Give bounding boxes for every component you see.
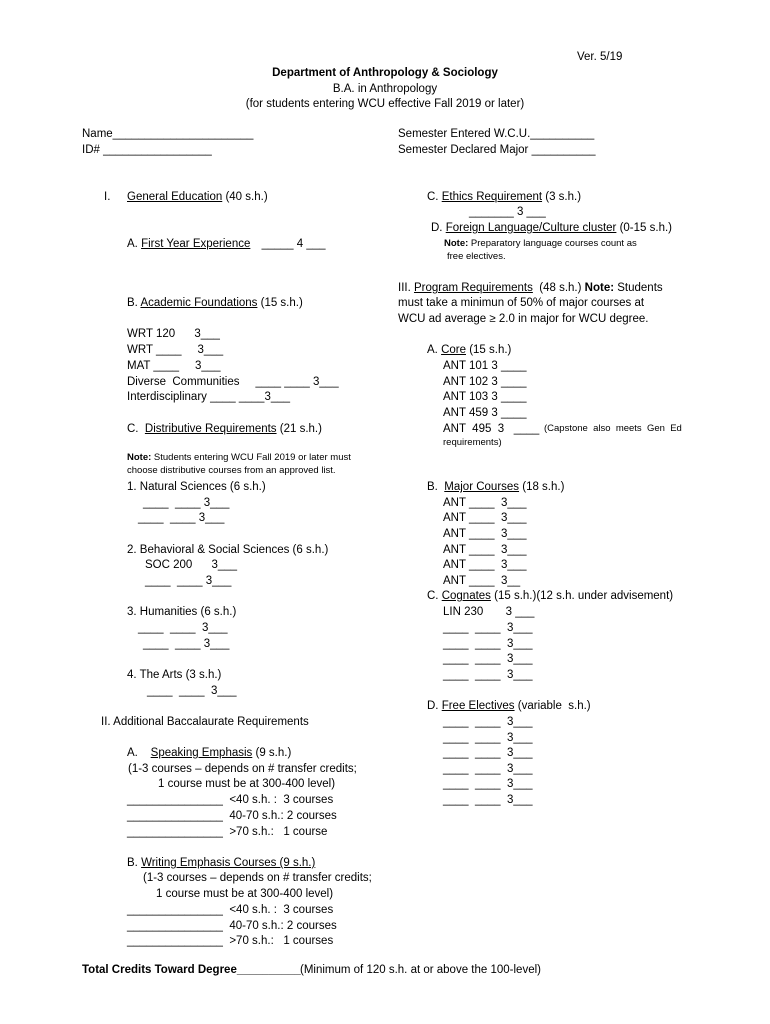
id-field[interactable]: ID# _________________ bbox=[82, 144, 212, 156]
core-prefix: A. bbox=[427, 344, 442, 356]
writing-line[interactable]: _______________ 40-70 s.h.: 2 courses bbox=[127, 920, 337, 932]
program-title: Program Requirements bbox=[413, 282, 533, 294]
semester-declared-field[interactable]: Semester Declared Major __________ bbox=[398, 144, 596, 156]
academic-hours: (15 s.h.) bbox=[257, 297, 303, 309]
humanities-title: 3. Humanities (6 s.h.) bbox=[127, 606, 237, 618]
academic-prefix: B. bbox=[127, 297, 141, 309]
major-line[interactable]: ANT ____ 3___ bbox=[443, 512, 527, 524]
writing-title: Writing Emphasis Courses (9 s.h.) bbox=[141, 857, 316, 869]
distributive-prefix: C. bbox=[127, 423, 145, 435]
first-year-title: First Year Experience bbox=[141, 238, 251, 250]
core-line[interactable]: ANT 459 3 ____ bbox=[443, 407, 527, 419]
core-line[interactable]: ANT 101 3 ____ bbox=[443, 360, 527, 372]
program-hours: (48 s.h.) bbox=[532, 282, 585, 294]
baccalaureate-heading: II. Additional Baccalaurate Requirements bbox=[101, 716, 309, 728]
program-note-label: Note: bbox=[584, 282, 615, 294]
major-line[interactable]: ANT ____ 3___ bbox=[443, 559, 527, 571]
writing-note: 1 course must be at 300-400 level) bbox=[156, 888, 334, 900]
first-year-blank[interactable]: _____ 4 ___ bbox=[261, 238, 326, 250]
behavioral-line[interactable]: SOC 200 3___ bbox=[145, 559, 238, 571]
free-electives-line[interactable]: ____ ____ 3___ bbox=[443, 794, 533, 806]
behavioral-line[interactable]: ____ ____ 3___ bbox=[145, 575, 232, 587]
note-text: Preparatory language courses count as bbox=[468, 238, 637, 249]
free-electives-line[interactable]: ____ ____ 3___ bbox=[443, 732, 533, 744]
program-note-line3: WCU ad average ≥ 2.0 in major for WCU degree. bbox=[398, 313, 649, 325]
department-title: Department of Anthropology & Sociology bbox=[272, 67, 498, 79]
cognates-prefix: C. bbox=[427, 590, 442, 602]
cognates-line[interactable]: ____ ____ 3___ bbox=[443, 653, 533, 665]
free-electives-line[interactable]: ____ ____ 3___ bbox=[443, 763, 533, 775]
free-electives-line[interactable]: ____ ____ 3___ bbox=[443, 716, 533, 728]
program-note-line2: must take a minimun of 50% of major courses at bbox=[398, 297, 645, 309]
section-i-numeral: I. bbox=[104, 191, 111, 203]
distributive-heading bbox=[127, 422, 322, 436]
program-heading bbox=[398, 281, 663, 295]
capstone-note: (Capstone also meets Gen Ed bbox=[544, 423, 682, 434]
first-year-prefix: A. bbox=[127, 238, 142, 250]
speaking-note: 1 course must be at 300-400 level) bbox=[158, 778, 336, 790]
foreign-language-hours: (0-15 s.h.) bbox=[616, 222, 672, 234]
academic-item[interactable]: WRT 120 3___ bbox=[127, 328, 220, 340]
distributive-note-line2: choose distributive courses from an approved list. bbox=[127, 465, 336, 476]
writing-note: (1-3 courses – depends on # transfer credits; bbox=[143, 872, 372, 884]
academic-item[interactable]: MAT ____ 3___ bbox=[127, 360, 221, 372]
speaking-heading bbox=[127, 746, 291, 760]
cognates-heading bbox=[427, 589, 673, 603]
writing-line[interactable]: _______________ >70 s.h.: 1 courses bbox=[127, 935, 334, 947]
academic-foundations-heading bbox=[127, 296, 303, 310]
writing-heading bbox=[127, 856, 315, 870]
cognates-title: Cognates bbox=[441, 590, 491, 602]
ethics-blank[interactable]: _______ 3 ___ bbox=[469, 206, 546, 218]
writing-prefix: B. bbox=[127, 857, 142, 869]
general-education-title: General Education bbox=[127, 191, 223, 203]
capstone-note-line2: requirements) bbox=[443, 437, 502, 448]
note-label: Note: bbox=[444, 238, 469, 249]
foreign-language-note bbox=[444, 238, 637, 250]
natural-sciences-title: 1. Natural Sciences (6 s.h.) bbox=[127, 481, 266, 493]
major-courses-heading bbox=[427, 480, 564, 494]
arts-line[interactable]: ____ ____ 3___ bbox=[147, 685, 237, 697]
speaking-note: (1-3 courses – depends on # transfer credits; bbox=[128, 763, 357, 775]
general-education-hours: (40 s.h.) bbox=[222, 191, 268, 203]
speaking-line[interactable]: _______________ 40-70 s.h.: 2 courses bbox=[127, 810, 337, 822]
speaking-hours: (9 s.h.) bbox=[252, 747, 292, 759]
major-line[interactable]: ANT ____ 3__ bbox=[443, 575, 521, 587]
core-line[interactable]: ANT 103 3 ____ bbox=[443, 391, 527, 403]
speaking-line[interactable]: _______________ >70 s.h.: 1 course bbox=[127, 826, 328, 838]
academic-item[interactable]: Interdisciplinary ____ ____3___ bbox=[127, 391, 291, 403]
major-prefix: B. bbox=[427, 481, 445, 493]
program-note-text: Students bbox=[614, 282, 663, 294]
major-line[interactable]: ANT ____ 3___ bbox=[443, 544, 527, 556]
natural-sciences-line[interactable]: ____ ____ 3___ bbox=[143, 497, 230, 509]
general-education-heading bbox=[127, 190, 268, 204]
major-hours: (18 s.h.) bbox=[519, 481, 565, 493]
degree-title: B.A. in Anthropology bbox=[332, 83, 438, 95]
foreign-language-title: Foreign Language/Culture cluster bbox=[445, 222, 617, 234]
academic-item[interactable]: Diverse Communities ____ ____ 3___ bbox=[127, 376, 339, 388]
academic-title: Academic Foundations bbox=[140, 297, 258, 309]
free-electives-heading bbox=[427, 699, 591, 713]
foreign-language-heading bbox=[431, 221, 672, 235]
humanities-line[interactable]: ____ ____ 3___ bbox=[138, 622, 228, 634]
ethics-title: Ethics Requirement bbox=[441, 191, 543, 203]
version-label: Ver. 5/19 bbox=[577, 51, 623, 63]
free-electives-title: Free Electives bbox=[441, 700, 515, 712]
cognates-line[interactable]: ____ ____ 3___ bbox=[443, 622, 533, 634]
program-prefix: III. bbox=[398, 282, 414, 294]
free-electives-line[interactable]: ____ ____ 3___ bbox=[443, 747, 533, 759]
minimum-credits-note: (Minimum of 120 s.h. at or above the 100-level) bbox=[300, 964, 541, 976]
note-label: Note: bbox=[127, 452, 152, 463]
major-line[interactable]: ANT ____ 3___ bbox=[443, 497, 527, 509]
ethics-hours: (3 s.h.) bbox=[542, 191, 582, 203]
core-capstone-line[interactable]: ANT 495 3 ____ bbox=[443, 423, 540, 435]
behavioral-title: 2. Behavioral & Social Sciences (6 s.h.) bbox=[127, 544, 329, 556]
ethics-heading bbox=[427, 190, 581, 204]
humanities-line[interactable]: ____ ____ 3___ bbox=[143, 638, 230, 650]
core-hours: (15 s.h.) bbox=[466, 344, 512, 356]
academic-item[interactable]: WRT ____ 3___ bbox=[127, 344, 224, 356]
distributive-note bbox=[127, 452, 351, 464]
core-line[interactable]: ANT 102 3 ____ bbox=[443, 376, 527, 388]
speaking-prefix: A. bbox=[127, 747, 151, 759]
major-title: Major Courses bbox=[444, 481, 520, 493]
cognates-hours: (15 s.h.)(12 s.h. under advisement) bbox=[490, 590, 674, 602]
foreign-language-prefix: D. bbox=[431, 222, 446, 234]
major-line[interactable]: ANT ____ 3___ bbox=[443, 528, 527, 540]
free-electives-hours: (variable s.h.) bbox=[514, 700, 591, 712]
speaking-line[interactable]: _______________ <40 s.h. : 3 courses bbox=[127, 794, 334, 806]
free-electives-line[interactable]: ____ ____ 3___ bbox=[443, 778, 533, 790]
cognates-line[interactable]: ____ ____ 3___ bbox=[443, 669, 533, 681]
total-credits-field[interactable]: Total Credits Toward Degree__________ bbox=[82, 964, 301, 976]
cognates-line[interactable]: ____ ____ 3___ bbox=[443, 638, 533, 650]
note-text: Students entering WCU Fall 2019 or later must bbox=[151, 452, 351, 463]
effective-note: (for students entering WCU effective Fall 2019 or later) bbox=[245, 98, 525, 110]
first-year-experience bbox=[127, 237, 326, 251]
cognates-line[interactable]: LIN 230 3 ___ bbox=[443, 606, 535, 618]
core-heading bbox=[427, 343, 511, 357]
core-title: Core bbox=[441, 344, 466, 356]
speaking-title: Speaking Emphasis bbox=[150, 747, 253, 759]
semester-entered-field[interactable]: Semester Entered W.C.U.__________ bbox=[398, 128, 595, 140]
name-field[interactable]: Name______________________ bbox=[82, 128, 254, 140]
free-electives-prefix: D. bbox=[427, 700, 442, 712]
writing-line[interactable]: _______________ <40 s.h. : 3 courses bbox=[127, 904, 334, 916]
natural-sciences-line[interactable]: ____ ____ 3___ bbox=[138, 512, 225, 524]
distributive-hours: (21 s.h.) bbox=[276, 423, 322, 435]
ethics-prefix: C. bbox=[427, 191, 442, 203]
foreign-language-note-line2: free electives. bbox=[447, 251, 506, 262]
arts-title: 4. The Arts (3 s.h.) bbox=[127, 669, 222, 681]
distributive-title: Distributive Requirements bbox=[144, 423, 277, 435]
